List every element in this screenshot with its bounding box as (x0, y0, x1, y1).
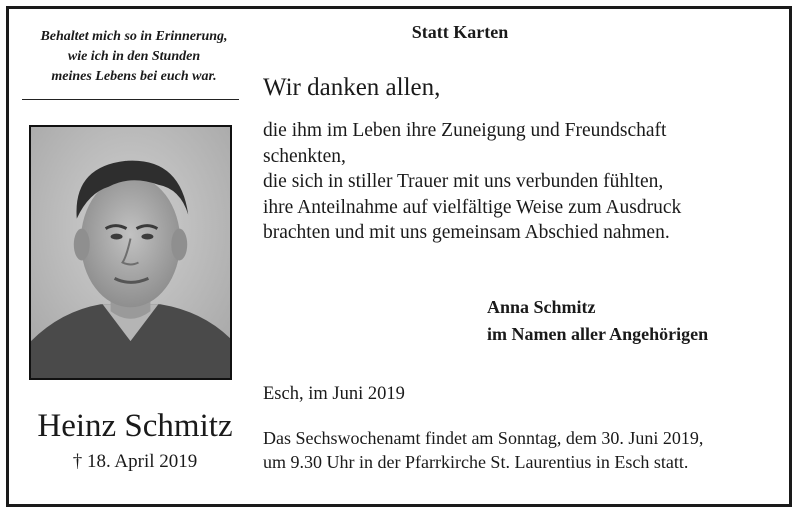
memorial-quote (14, 27, 254, 87)
header-title: Statt Karten (411, 22, 509, 42)
mass-notice (263, 426, 788, 474)
text-line: die sich in stiller Trauer mit uns verbunden fühlten, (263, 171, 664, 192)
notice-line: Das Sechswochenamt findet am Sonntag, dem 30. Juni 2019, (263, 428, 704, 448)
quote-line: wie ich in den Stunden (67, 49, 201, 64)
signature-name: Anna Schmitz (487, 297, 596, 317)
quote-line: meines Lebens bei euch war. (51, 69, 217, 84)
portrait-photo (29, 125, 232, 380)
thanks-text (263, 118, 783, 246)
place-date: Esch, im Juni 2019 (263, 384, 405, 404)
text-line: die ihm im Leben ihre Zuneigung und Freundschaft (263, 120, 667, 141)
divider (22, 99, 239, 100)
text-line: brachten und mit uns gemeinsam Abschied nahmen. (263, 222, 670, 243)
quote-line: Behaltet mich so in Erinnerung, (40, 29, 228, 44)
text-line: ihre Anteilnahme auf vielfältige Weise zum Ausdruck (263, 196, 682, 218)
notice-line: um 9.30 Uhr in der Pfarrkirche St. Laurentius in Esch statt. (263, 452, 689, 472)
death-date: † 18. April 2019 (72, 451, 198, 472)
deceased-name: Heinz Schmitz (37, 408, 233, 444)
signature-note: im Namen aller Angehörigen (487, 324, 709, 344)
text-line: schenkten, (263, 145, 346, 167)
signature (487, 294, 708, 348)
thanks-heading: Wir danken allen, (263, 74, 441, 101)
portrait-image (31, 127, 230, 378)
